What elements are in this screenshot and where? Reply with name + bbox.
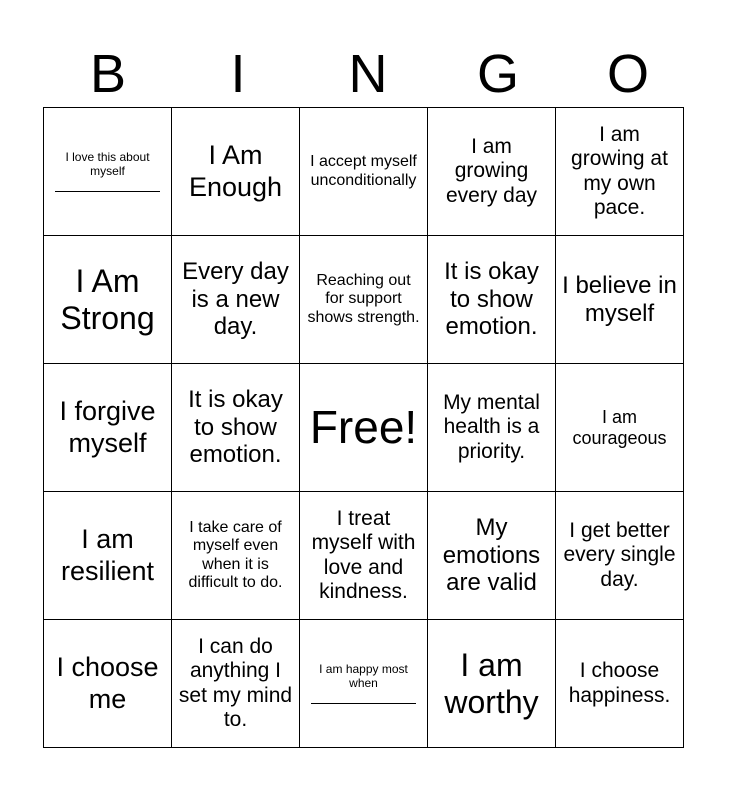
grid-row-2 — [44, 236, 684, 364]
header-letter-g: G — [476, 44, 519, 104]
bingo-cell: My mental health is a priority. — [428, 364, 556, 492]
cell-text: I love this about myself — [65, 150, 150, 178]
bingo-cell: It is okay to show emotion. — [428, 236, 556, 364]
free-space-cell: Free! — [300, 364, 428, 492]
bingo-cell: I choose me — [44, 620, 172, 748]
bingo-header — [43, 40, 693, 108]
header-letter-n: N — [348, 44, 388, 104]
bingo-cell: It is okay to show emotion. — [172, 364, 300, 492]
bingo-card-grid — [43, 107, 684, 748]
header-letter-b: B — [89, 44, 127, 104]
grid-row-3 — [44, 364, 684, 492]
header-letter-o: O — [606, 44, 649, 104]
bingo-cell: I am resilient — [44, 492, 172, 620]
fill-in-line — [311, 703, 416, 704]
bingo-cell: I Am Strong — [44, 236, 172, 364]
grid-row-4 — [44, 492, 684, 620]
bingo-cell: I choose happiness. — [556, 620, 684, 748]
bingo-cell: I get better every single day. — [556, 492, 684, 620]
bingo-cell: I accept myself unconditionally — [300, 108, 428, 236]
grid-row-1 — [44, 108, 684, 236]
bingo-cell: I forgive myself — [44, 364, 172, 492]
bingo-cell: I am growing at my own pace. — [556, 108, 684, 236]
bingo-cell: Every day is a new day. — [172, 236, 300, 364]
fill-in-line — [55, 191, 160, 192]
bingo-cell — [44, 108, 172, 236]
bingo-cell — [300, 620, 428, 748]
bingo-cell: I am courageous — [556, 364, 684, 492]
grid-row-5 — [44, 620, 684, 748]
bingo-cell: I believe in myself — [556, 236, 684, 364]
bingo-cell: I am worthy — [428, 620, 556, 748]
bingo-cell: I can do anything I set my mind to. — [172, 620, 300, 748]
bingo-cell: I treat myself with love and kindness. — [300, 492, 428, 620]
bingo-cell: I take care of myself even when it is difficult to do. — [172, 492, 300, 620]
header-letter-i: I — [230, 44, 246, 104]
bingo-cell: I am growing every day — [428, 108, 556, 236]
bingo-cell: My emotions are valid — [428, 492, 556, 620]
bingo-cell: I Am Enough — [172, 108, 300, 236]
cell-text: I am happy most when — [319, 662, 408, 690]
bingo-cell: Reaching out for support shows strength. — [300, 236, 428, 364]
